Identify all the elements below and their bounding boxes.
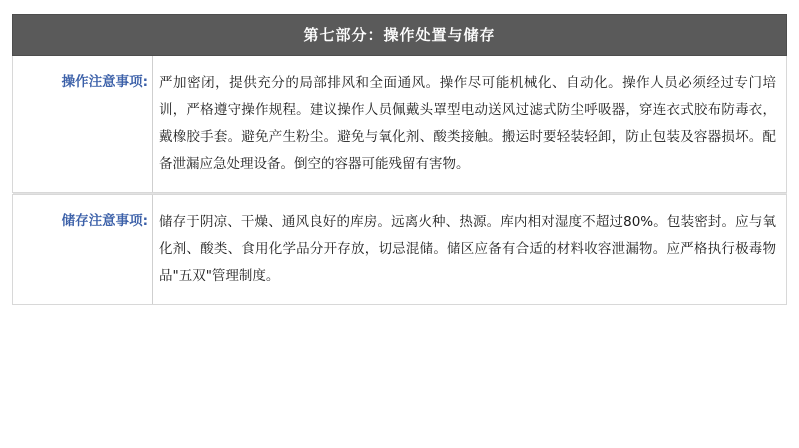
operation-precautions-label: 操作注意事项:	[13, 56, 153, 193]
operation-precautions-text: 严加密闭，提供充分的局部排风和全面通风。操作尽可能机械化、自动化。操作人员必须经过专门培训，严格遵守操作规程。建议操作人员佩戴头罩型电动送风过滤式防尘呼吸器，穿连衣式胶布防毒衣，戴橡胶手套。避免产生粉尘。避免与氧化剂、酸类接触。搬运时要轻装轻卸，防止包装及容器损坏。配备泄漏应急处理设备。倒空的容器可能残留有害物。	[159, 75, 776, 172]
storage-precautions-content	[153, 195, 787, 305]
operation-precautions-content	[153, 56, 787, 193]
section-header-row	[13, 15, 787, 56]
section-title: 第七部分：操作处置与储存	[13, 15, 787, 56]
storage-precautions-text: 储存于阴凉、干燥、通风良好的库房。远离火种、热源。库内相对湿度不超过80%。包装密封。应与氧化剂、酸类、食用化学品分开存放，切忌混储。储区应备有合适的材料收容泄漏物。应严格执行极毒物品"五双"管理制度。	[159, 214, 776, 284]
storage-precautions-label: 储存注意事项:	[13, 195, 153, 305]
table-row	[13, 56, 787, 193]
table-row	[13, 195, 787, 305]
msds-section-table	[12, 14, 787, 305]
